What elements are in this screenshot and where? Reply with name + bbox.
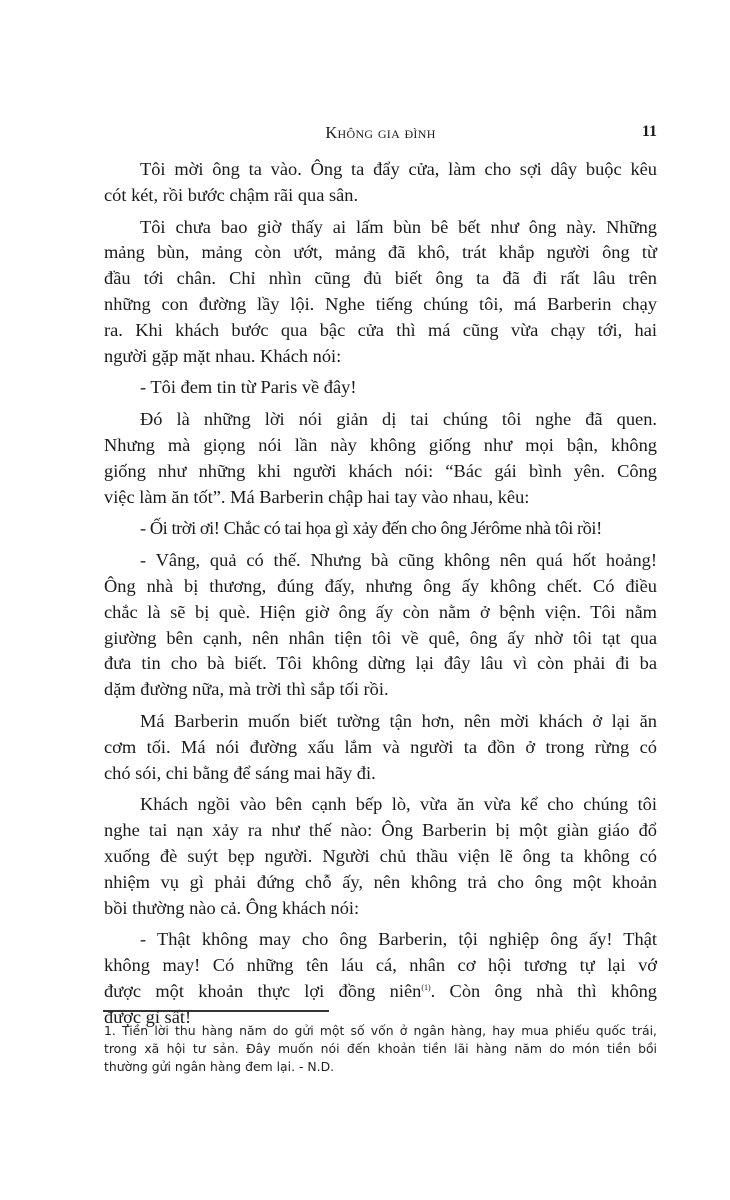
dialogue-paragraph	[104, 516, 657, 542]
text-line: - Vâng, quả có thế. Nhưng bà cũng không nên quá hốt hoảng!	[140, 550, 657, 571]
text-line: việc làm ăn tốt”. Má Barberin chập hai tay vào nhau, kêu:	[104, 486, 530, 507]
text-line: Ông nhà bị thương, đúng đấy, nhưng ông ấy không chết. Có điều	[104, 575, 657, 596]
text-line: đầu tới chân. Chỉ nhìn cũng đủ biết ông ta đã đi rất lâu trên	[104, 268, 657, 289]
text-fragment: được một khoản thực lợi đồng niên	[104, 980, 422, 1001]
running-title: Không gia đình	[325, 123, 436, 142]
text-line: Đó là những lời nói giản dị tai chúng tôi nghe đã quen.	[140, 409, 657, 430]
footnote-line: thường gửi ngân hàng đem lại. - N.D.	[104, 1059, 335, 1074]
text-line: Tôi mời ông ta vào. Ông ta đẩy cửa, làm cho sợi dây buộc kêu	[140, 159, 657, 179]
text-line: xuống đè suýt bẹp người. Người chủ thầu viện lẽ ông ta không có	[104, 845, 657, 866]
text-line: người gặp mặt nhau. Khách nói:	[104, 345, 342, 366]
text-line: những con đường lầy lội. Nghe tiếng chúng tôi, má Barberin chạy	[104, 293, 657, 314]
footnote-line: trong xã hội tư sản. Đây muốn nói đến khoản tiền lãi hàng năm do món tiền bồi	[104, 1041, 657, 1056]
body-text	[104, 157, 657, 1037]
footnote-reference[interactable]: (1)	[421, 982, 431, 992]
text-line: nhiệm vụ gì phải đứng chỗ ấy, nên không trả cho ông một khoản	[104, 871, 657, 892]
text-line: Khách ngồi vào bên cạnh bếp lò, vừa ăn vừa kể cho chúng tôi	[140, 794, 657, 815]
running-header	[104, 123, 657, 143]
dialogue-paragraph	[104, 548, 657, 703]
text-line: cót két, rồi bước chậm rãi qua sân.	[104, 184, 359, 205]
text-line: ra. Khi khách bước qua bậc cửa thì má cũng vừa chạy tới, hai	[104, 319, 657, 340]
text-line: mảng bùn, mảng còn ướt, mảng đã khô, trát khắp người ông từ	[104, 242, 657, 263]
text-fragment: . Còn ông nhà thì không	[430, 980, 657, 1001]
text-line: - Ối trời ơi! Chắc có tai họa gì xảy đến cho ông Jérôme nhà tôi rồi!	[140, 518, 602, 539]
footnote-line: 1. Tiền lời thu hàng năm do gửi một số vốn ở ngân hàng, hay mua phiếu quốc trái,	[104, 1023, 657, 1038]
text-line: chắc là sẽ bị què. Hiện giờ ông ấy còn nằm ở bệnh viện. Tôi nằm	[104, 601, 657, 622]
paragraph	[104, 709, 657, 786]
text-line: cơm tối. Má nói đường xấu lắm và người ta đồn ở trong rừng có	[104, 736, 657, 757]
text-line: chó sói, chi bằng để sáng mai hãy đi.	[104, 762, 376, 783]
text-line	[104, 979, 657, 1005]
text-line: Tôi chưa bao giờ thấy ai lấm bùn bê bết như ông này. Những	[140, 216, 657, 237]
text-line: dặm đường nữa, mà trời thì sắp tối rồi.	[104, 679, 389, 700]
paragraph	[104, 792, 657, 921]
paragraph	[104, 407, 657, 510]
text-line: được gì sất!	[104, 1006, 192, 1027]
paragraph	[104, 215, 657, 370]
text-line: không may! Có những tên láu cá, nhân cơ hội tương tự lại vớ	[104, 955, 657, 976]
text-line: Nhưng mà giọng nói lần này không giống như mọi bận, không	[104, 434, 657, 455]
text-line: - Thật không may cho ông Barberin, tội nghiệp ông ấy! Thật	[140, 929, 657, 950]
page-number: 11	[641, 123, 657, 140]
text-line: giường bên cạnh, nên nhân tiện tôi về quê, ông ấy nhờ tôi tạt qua	[104, 627, 657, 648]
footnote-divider	[103, 1010, 329, 1012]
text-line: giống như những khi người khách nói: “Bác gái bình yên. Công	[104, 460, 657, 481]
text-line: đưa tin cho bà biết. Tôi không dừng lại đây lâu vì còn phải đi ba	[104, 653, 657, 674]
dialogue-paragraph	[104, 927, 657, 1030]
text-line: - Tôi đem tin từ Paris về đây!	[140, 377, 357, 398]
dialogue-paragraph	[104, 375, 657, 401]
text-line: nghe tai nạn xảy ra như thế nào: Ông Barberin bị một giàn giáo đổ	[104, 820, 657, 841]
footnote	[104, 1022, 657, 1076]
text-line: bồi thường nào cả. Ông khách nói:	[104, 897, 360, 918]
paragraph	[104, 157, 657, 209]
text-line: Má Barberin muốn biết tường tận hơn, nên mời khách ở lại ăn	[140, 710, 657, 731]
